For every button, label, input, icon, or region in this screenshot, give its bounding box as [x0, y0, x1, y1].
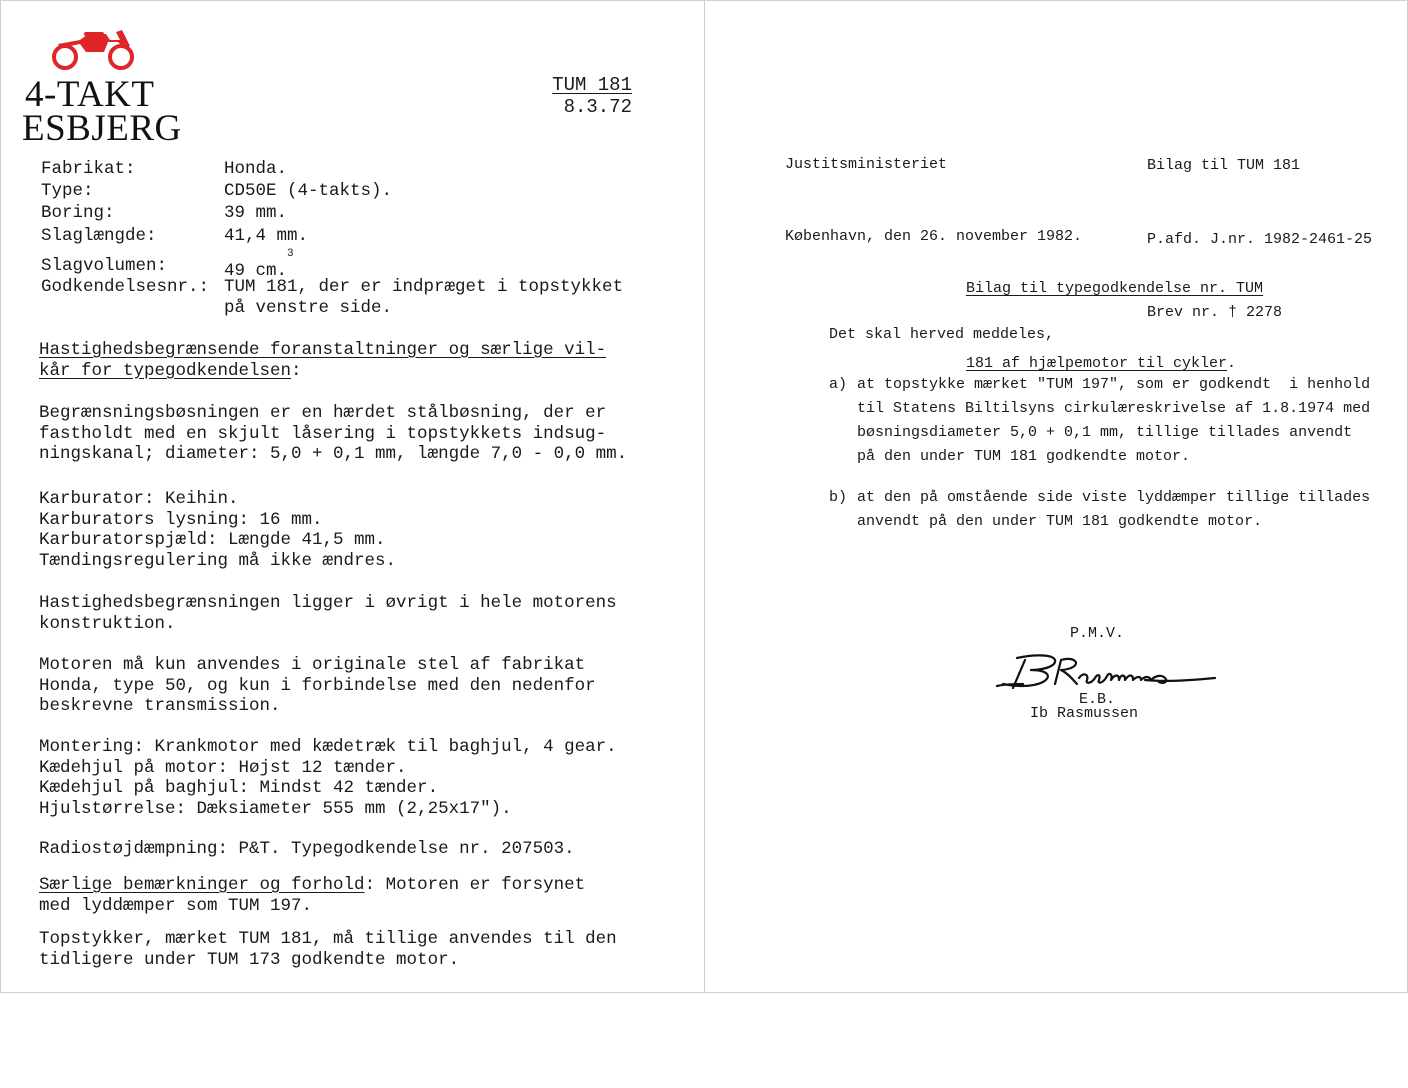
closing-line: P.M.V. [1070, 625, 1125, 642]
spec-value-continued: på venstre side. [224, 298, 393, 318]
conditions-heading: Hastighedsbegrænsende foranstaltninger og særlige vil- kår for typegodkendelsen: [39, 340, 639, 382]
speed-limit-paragraph: Hastighedsbegrænsningen ligger i øvrigt i hele motorens konstruktion. [39, 593, 617, 634]
spec-label: Fabrikat: [41, 159, 136, 179]
subject-line: Bilag til typegodkendelse nr. TUM [966, 280, 1264, 297]
logo-line-1: 4-TAKT [25, 74, 155, 115]
spec-value: Honda. [224, 159, 288, 179]
heading-line: Hastighedsbegrænsende foranstaltninger og særlige vil- [39, 340, 607, 360]
sender-date: København, den 26. november 1982. [785, 228, 1083, 245]
cylinder-head-paragraph: Topstykker, mærket TUM 181, må tillige anvendes til den tidligere under TUM 173 godkendte motor. [39, 929, 617, 970]
remarks-heading: Særlige bemærkninger og forhold [39, 875, 365, 895]
subject-line: 181 af hjælpemotor til cykler [966, 355, 1228, 372]
radio-paragraph: Radiostøjdæmpning: P&T. Typegodkendelse nr. 207503. [39, 839, 575, 859]
spec-value: 49 cm.$^3$ [224, 248, 294, 281]
spec-value: 39 mm. [224, 203, 288, 223]
spec-value: TUM 181, der er indpræget i topstykket [224, 277, 624, 297]
subject-block: Bilag til typegodkendelse nr. TUM 181 af hjælpemotor til cykler. [966, 226, 1263, 401]
closing-line: E.B. [1079, 691, 1116, 708]
spec-label: Slagvolumen: [41, 256, 168, 276]
reference-line: P.afd. J.nr. 1982-2461-25 [1147, 230, 1373, 248]
logo-line-2: ESBJERG [22, 108, 182, 149]
spec-label: Type: [41, 181, 94, 201]
doc-ref-number: TUM 181 [552, 74, 632, 96]
motorcycle-icon [50, 28, 138, 72]
carburetor-paragraph: Karburator: Keihin. Karburators lysning: 16 mm. Karburatorspjæld: Længde 41,5 mm. Tændingsregulering må ikke ændres. [39, 489, 397, 571]
signature [995, 650, 1220, 695]
superscript: 3 [287, 248, 294, 260]
mounting-paragraph: Montering: Krankmotor med kædetræk til baghjul, 4 gear. Kædehjul på motor: Højst 12 tænder. Kædehjul på baghjul: Mindst 42 tænder. Hjulstørrelse: Dæksiameter 555 mm (2,25x17"). [39, 737, 617, 819]
spec-label: Boring: [41, 203, 115, 223]
spec-label: Godkendelsesnr.: [41, 277, 210, 297]
spec-label: Slaglængde: [41, 226, 157, 246]
list-marker: b) [829, 489, 848, 506]
sender-name: Justitsministeriet [785, 156, 948, 173]
remarks-paragraph: Særlige bemærkninger og forhold: Motoren er forsynet med lyddæmper som TUM 197. [39, 875, 586, 916]
bushing-paragraph: Begrænsningsbøsningen er en hærdet stålbøsning, der er fastholdt med en skjult låsering i topstykkets indsug- ningskanal; diameter: 5,0 + 0,1 mm, længde 7,0 - 0,0 mm. [39, 403, 628, 464]
greeting: Det skal herved meddeles, [829, 326, 1055, 343]
heading-line: kår for typegodkendelsen [39, 361, 292, 381]
list-marker: a) [829, 376, 848, 393]
doc-ref [540, 74, 632, 118]
signature-name: Ib Rasmussen [1030, 705, 1139, 722]
reference-line: Brev nr. † 2278 [1147, 304, 1283, 321]
doc-ref-date: 8.3.72 [563, 96, 632, 118]
spec-value: 41,4 mm. [224, 226, 309, 246]
reference-line: Bilag til TUM 181 [1147, 157, 1301, 174]
frame-paragraph: Motoren må kun anvendes i originale stel af fabrikat Honda, type 50, og kun i forbindelse med den nedenfor beskrevne transmission. [39, 655, 596, 716]
spec-value: CD50E (4-takts). [224, 181, 393, 201]
